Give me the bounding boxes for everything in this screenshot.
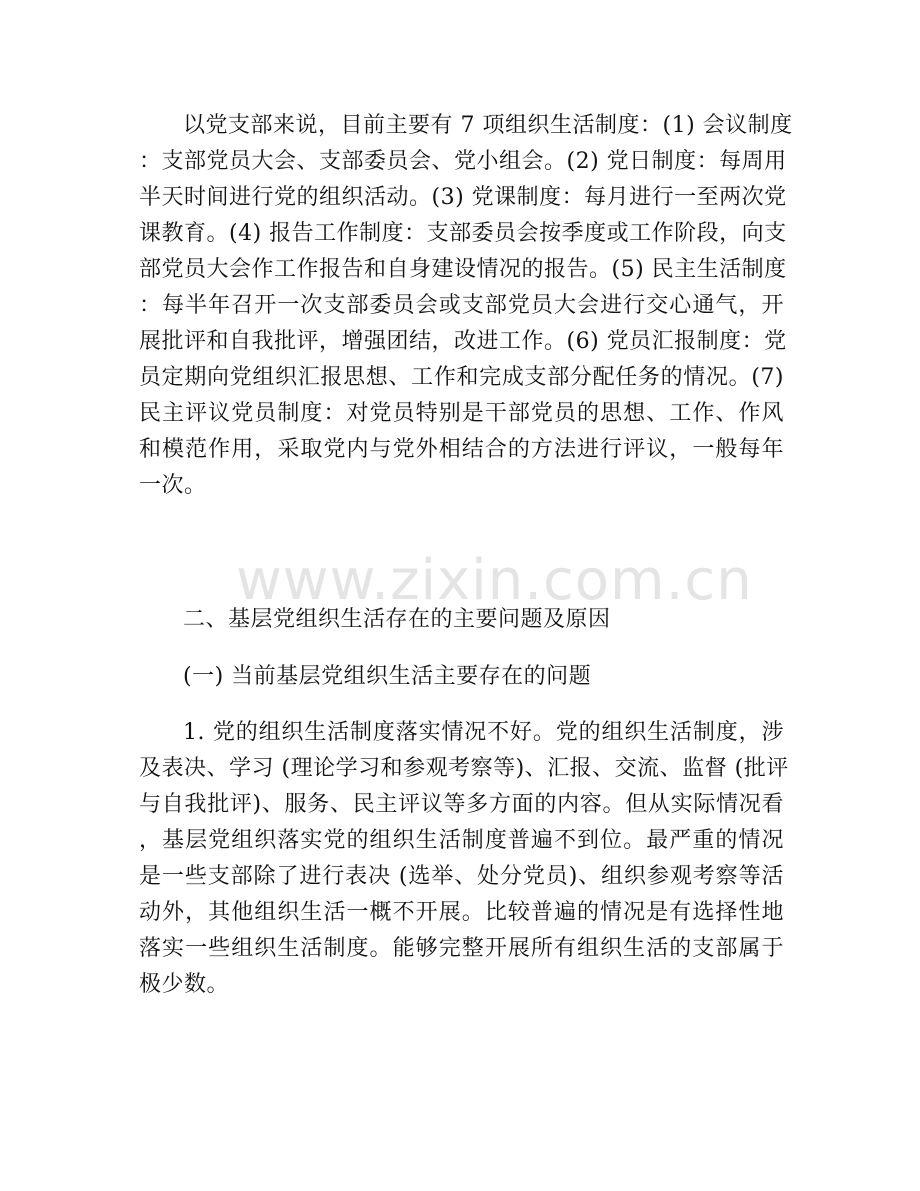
paragraph2-line-3: 与自我批评)、服务、民主评议等多方面的内容。但从实际情况看 — [139, 792, 784, 817]
paragraph2-line-1: 1. 党的组织生活制度落实情况不好。党的组织生活制度，涉 — [183, 720, 784, 745]
paragraph1-line-3: 半天时间进行党的组织活动。(3) 党课制度：每月进行一至两次党 — [139, 185, 787, 210]
paragraph1-line-5: 部党员大会作工作报告和自身建设情况的报告。(5) 民主生活制度 — [139, 257, 787, 282]
paragraph1-line-11: 一次。 — [139, 473, 207, 498]
paragraph1-line-7: 展批评和自我批评，增强团结，改进工作。(6) 党员汇报制度：党 — [139, 329, 787, 354]
paragraph1-line-6: ：每半年召开一次支部委员会或支部党员大会进行交心通气，开 — [139, 293, 784, 318]
paragraph2-line-2: 及表决、学习 (理论学习和参观考察等)、汇报、交流、监督 (批评 — [139, 756, 789, 781]
paragraph2-line-4: ，基层党组织落实党的组织生活制度普遍不到位。最严重的情况 — [139, 828, 784, 853]
paragraph1-line-4: 课教育。(4) 报告工作制度：支部委员会按季度或工作阶段，向支 — [139, 221, 787, 246]
paragraph2-line-5: 是一些支部除了进行表决 (选举、处分党员)、组织参观考察等活 — [139, 864, 784, 889]
paragraph1-line-2: ：支部党员大会、支部委员会、党小组会。(2) 党日制度：每周用 — [139, 149, 787, 174]
paragraph2-line-8: 极少数。 — [139, 972, 230, 997]
paragraph1-line-10: 和模范作用，采取党内与党外相结合的方法进行评议，一般每年 — [139, 437, 784, 462]
watermark: www.zixin.com.cn — [236, 548, 753, 613]
paragraph1-line-1: 以党支部来说，目前主要有 7 项组织生活制度：(1) 会议制度 — [183, 113, 793, 138]
paragraph2-line-6: 动外，其他组织生活一概不开展。比较普遍的情况是有选择性地 — [139, 900, 784, 925]
subsection-heading: (一) 当前基层党组织生活主要存在的问题 — [183, 664, 592, 689]
paragraph1-line-9: 民主评议党员制度：对党员特别是干部党员的思想、工作、作风 — [139, 401, 784, 426]
section-heading: 二、基层党组织生活存在的主要问题及原因 — [183, 607, 611, 632]
paragraph1-line-8: 员定期向党组织汇报思想、工作和完成支部分配任务的情况。(7) — [139, 365, 784, 390]
paragraph2-line-7: 落实一些组织生活制度。能够完整开展所有组织生活的支部属于 — [139, 936, 784, 961]
